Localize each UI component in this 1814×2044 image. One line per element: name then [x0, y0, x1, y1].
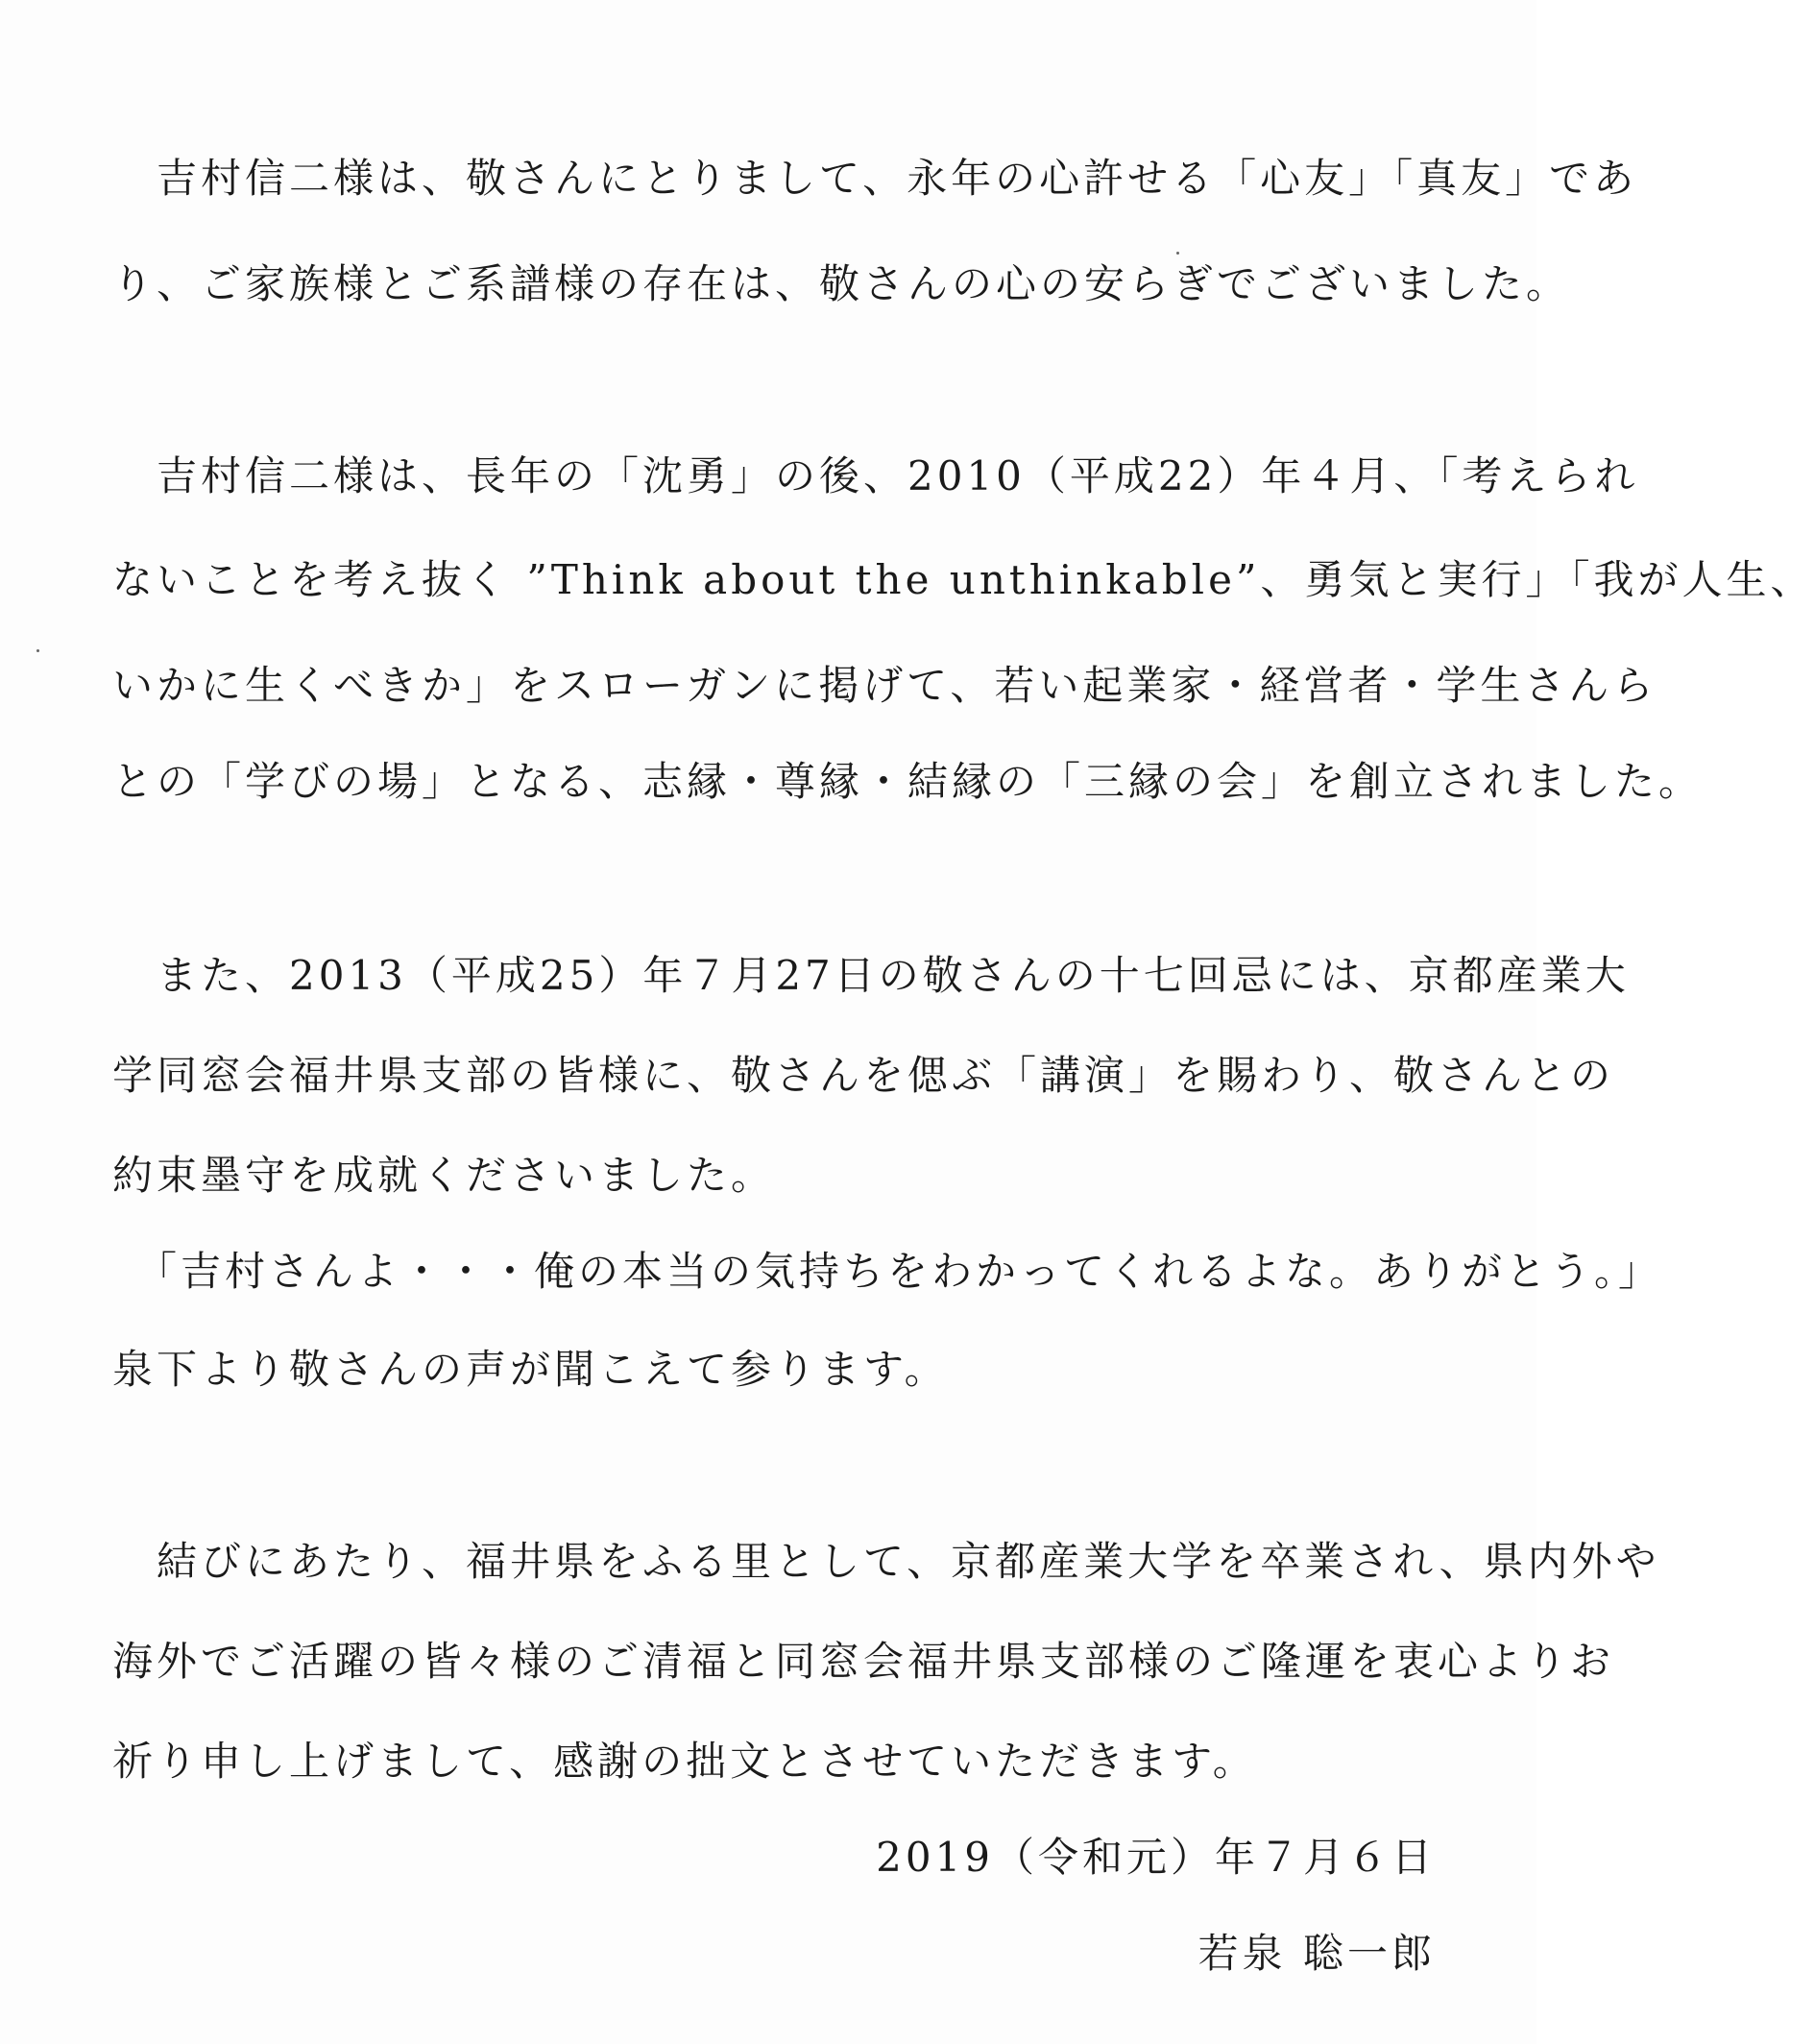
- text-line: 吉村信二様は、敬さんにとりまして、永年の心許せる「心友」「真友」であ: [112, 155, 1638, 202]
- text-line: 約束墨守を成就くださいました。: [112, 1152, 776, 1199]
- text-line: また、2013（平成25）年７月27日の敬さんの十七回忌には、京都産業大: [112, 952, 1630, 999]
- text-line: 結びにあたり、福井県をふる里として、京都産業大学を卒業され、県内外や: [112, 1538, 1660, 1585]
- text-line: との「学びの場」となる、志縁・尊縁・結縁の「三縁の会」を創立されました。: [112, 758, 1704, 805]
- text-line: 泉下より敬さんの声が聞こえて参ります。: [112, 1346, 949, 1393]
- text-line: ないことを考え抜く ”Think about the unthinkable”、勇気と実行」「我が人生、: [112, 556, 1814, 603]
- letter-signature: 若泉 聡一郎: [1197, 1930, 1436, 1977]
- text-line: 祈り申し上げまして、感謝の拙文とさせていただきます。: [112, 1738, 1257, 1785]
- text-line: り、ご家族様とご系譜様の存在は、敬さんの心の安らぎでございました。: [112, 260, 1571, 307]
- text-line: 「吉村さんよ・・・俺の本当の気持ちをわかってくれるよな。ありがとう。」: [112, 1248, 1663, 1295]
- text-line: いかに生くべきか」をスローガンに掲げて、若い起業家・経営者・学生さんら: [112, 662, 1657, 709]
- scan-speck: [1176, 252, 1179, 255]
- scan-speck: [36, 649, 39, 652]
- text-line: 吉村信二様は、長年の「沈勇」の後、2010（平成22）年４月、「考えられ: [112, 452, 1639, 499]
- text-line: 学同窓会福井県支部の皆様に、敬さんを偲ぶ「講演」を賜わり、敬さんとの: [112, 1052, 1615, 1099]
- letter-date: 2019（令和元）年７月６日: [876, 1834, 1436, 1881]
- text-line: 海外でご活躍の皆々様のご清福と同窓会福井県支部様のご隆運を衷心よりお: [112, 1638, 1615, 1685]
